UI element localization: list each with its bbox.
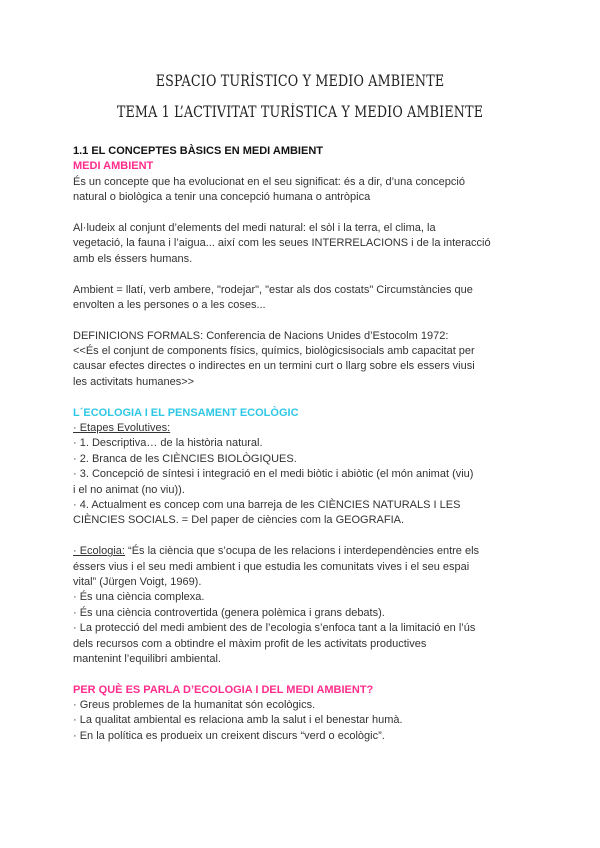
paragraph-line: Ambient = llatí, verb ambere, "rodejar", "estar als dos costats" Circumstàncies que — [73, 283, 473, 296]
paragraph-line: amb els éssers humans. — [73, 252, 193, 265]
list-item: i el no animat (no viu)). — [73, 483, 185, 496]
paragraph-line: envolten a les persones o a les coses... — [73, 298, 266, 311]
paragraph-line: causar efectes directes o indirectes en un termini curt o llarg sobre els essers viusi — [73, 360, 475, 373]
paragraph-line: DEFINICIONS FORMALS: Conferencia de Nacions Unides d’Estocolm 1972: — [73, 329, 449, 342]
section-subheading: MEDI AMBIENT — [73, 160, 154, 173]
paragraph-line: natural o biològica a tenir una concepció humana o antròpica — [73, 191, 371, 204]
list-item: · 4. Actualment es concep com una barreja de les CIÈNCIES NATURALS I LES — [73, 498, 461, 511]
list-item: · És una ciència complexa. — [73, 591, 205, 604]
list-item: CIÈNCIES SOCIALS. = Del paper de ciències com la GEOGRAFIA. — [73, 514, 405, 527]
stages-label: · Etapes Evolutives: — [73, 422, 171, 435]
ecology-heading: L´ECOLOGIA I EL PENSAMENT ECOLÒGIC — [73, 406, 299, 419]
paragraph-line: mantenint l’equilibri ambiental. — [73, 652, 221, 665]
document-title: ESPACIO TURÍSTICO Y MEDIO AMBIENTE — [155, 72, 445, 90]
ecology-definition-label: · Ecologia: — [73, 545, 125, 558]
paragraph-line: Al·ludeix al conjunt d’elements del medi natural: el sòl i la terra, el clima, la — [73, 221, 436, 234]
list-item: · La protecció del medi ambient des de l’ecologia s’enfoca tant a la limitació en l’ús — [73, 622, 476, 635]
list-item: · 3. Concepció de síntesi i integració en el medi biòtic i abiòtic (el món animat (viu) — [73, 468, 474, 481]
why-heading: PER QUÈ ES PARLA D’ECOLOGIA I DEL MEDI AMBIENT? — [73, 683, 374, 696]
ecology-definition-text: “És la ciència que s’ocupa de les relacions i interdependències entre els — [124, 545, 480, 558]
list-item: · Greus problemes de la humanitat són ecològics. — [73, 699, 316, 712]
section-heading: 1.1 EL CONCEPTES BÀSICS EN MEDI AMBIENT — [73, 145, 323, 157]
paragraph-line: vegetació, la fauna i l’aigua... així com les seues INTERRELACIONS i de la interacció — [73, 237, 491, 250]
list-item: · La qualitat ambiental es relaciona amb la salut i el benestar humà. — [73, 714, 403, 727]
list-item: · 1. Descriptiva… de la història natural. — [73, 437, 263, 450]
document-subtitle: TEMA 1 L’ACTIVITAT TURÍSTICA Y MEDIO AMBIENTE — [116, 103, 484, 121]
paragraph-line: éssers vius i el seu medi ambient i que estudia les comunitats vives i el seu espai — [73, 560, 470, 573]
list-item: · És una ciència controvertida (genera polèmica i grans debats). — [73, 606, 385, 619]
paragraph-line: És un concepte que ha evolucionat en el seu significat: és a dir, d’una concepció — [73, 175, 465, 188]
paragraph-line: dels recursos com a obtindre el màxim profit de les activitats productives — [73, 637, 427, 650]
list-item: · 2. Branca de les CIÈNCIES BIOLÒGIQUES. — [73, 452, 297, 465]
list-item: · En la política es produeix un creixent discurs “verd o ecològic”. — [73, 729, 385, 742]
paragraph-line: les activitats humanes>> — [73, 375, 195, 388]
paragraph-line: vital” (Jürgen Voigt, 1969). — [73, 575, 202, 588]
document-body — [73, 144, 543, 744]
ecology-definition — [73, 544, 543, 559]
paragraph-line: <<És el conjunt de components físics, químics, biològicsisocials amb capacitat per — [73, 345, 475, 358]
